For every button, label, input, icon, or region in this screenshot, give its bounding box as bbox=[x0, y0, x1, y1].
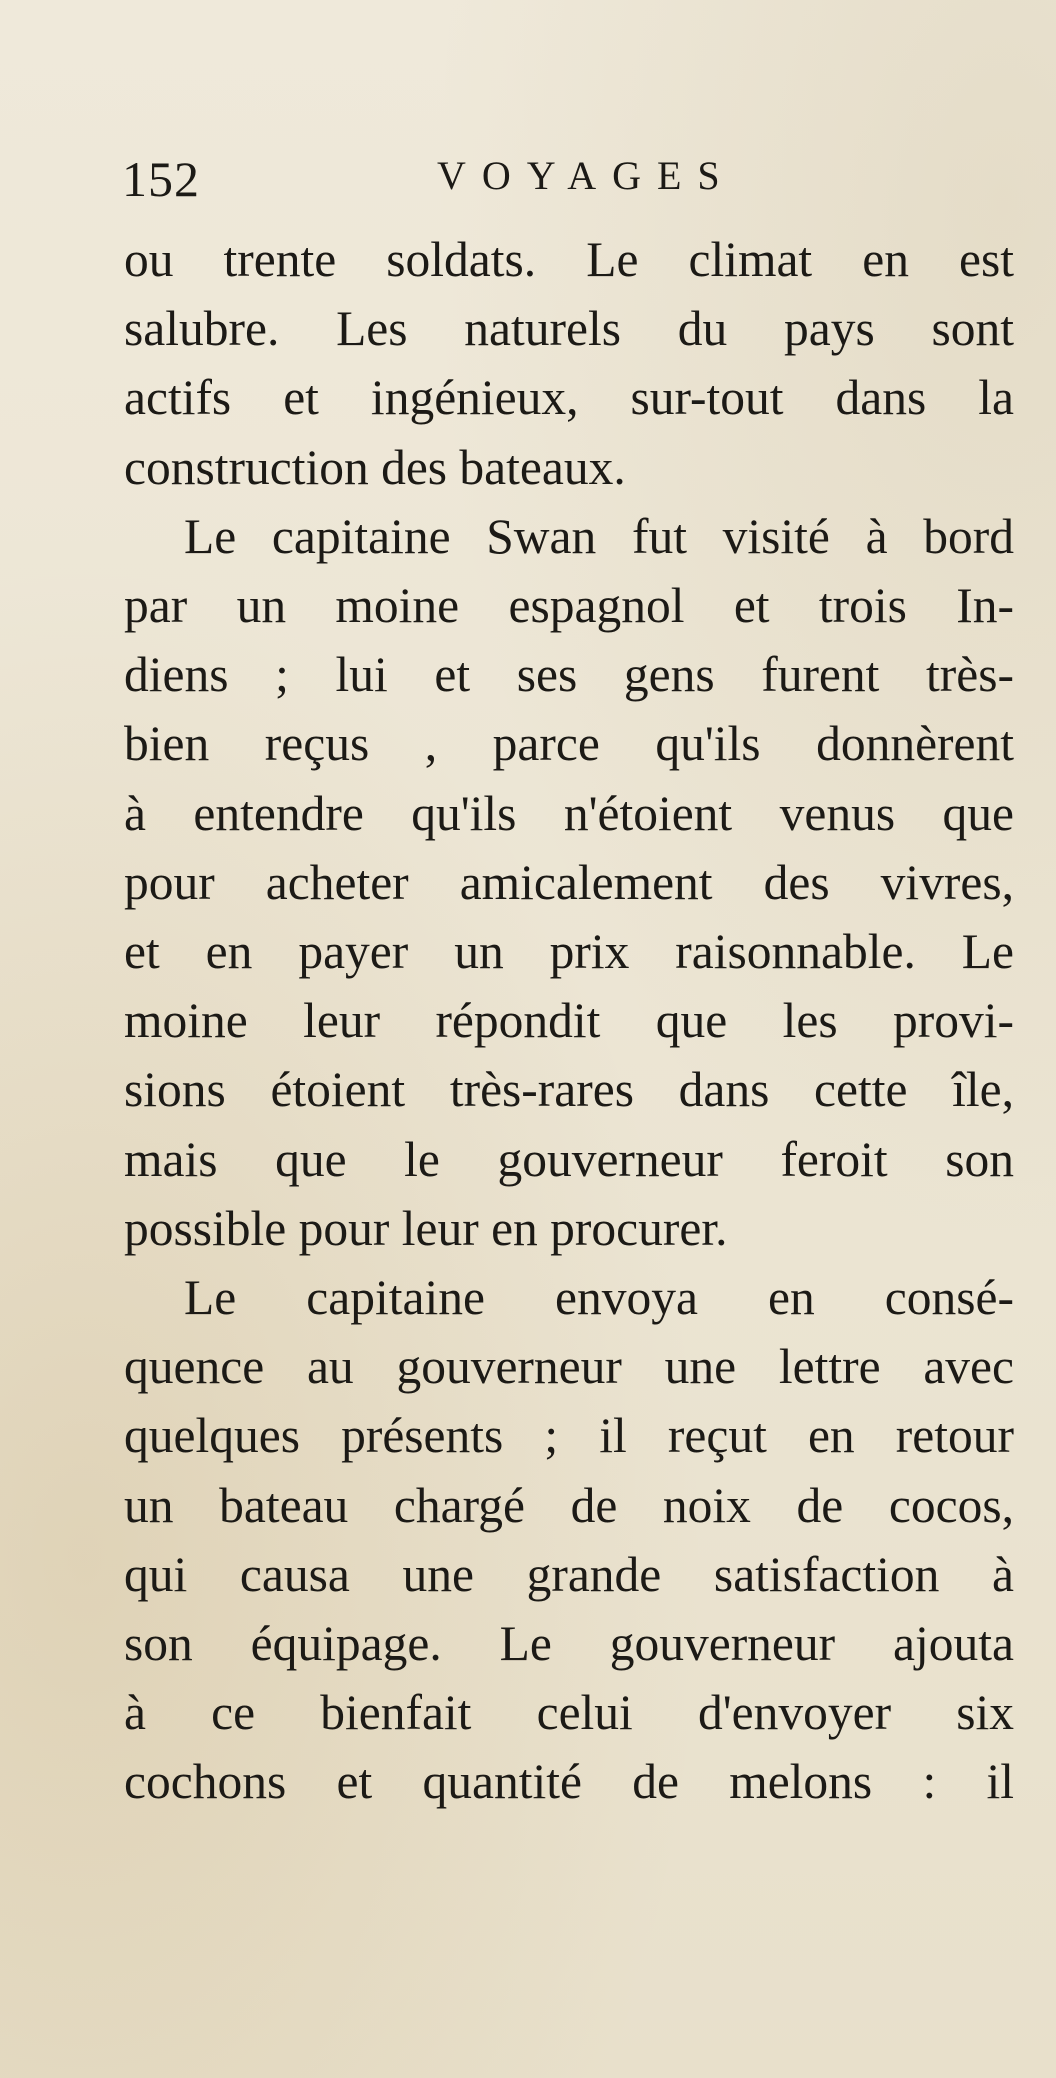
text-line: et en payer un prix raisonnable. Le bbox=[124, 924, 1014, 980]
text-line: mais que le gouverneur feroit son bbox=[124, 1131, 1014, 1187]
text-line: son équipage. Le gouverneur ajouta bbox=[124, 1616, 1014, 1672]
text-line: pour acheter amicalement des vivres, bbox=[124, 854, 1014, 910]
text-line: à entendre qu'ils n'étoient venus que bbox=[124, 785, 1014, 841]
text-line: ou trente soldats. Le climat en est bbox=[124, 232, 1014, 287]
text-line: cochons et quantité de melons : il bbox=[124, 1754, 1014, 1810]
text-line: salubre. Les naturels du pays sont bbox=[124, 301, 1014, 357]
text-line: Le capitaine Swan fut visité à bord bbox=[184, 508, 1014, 564]
text-line: qui causa une grande satisfaction à bbox=[124, 1546, 1014, 1602]
page-number: 152 bbox=[122, 151, 200, 207]
text-line: par un moine espagnol et trois In- bbox=[124, 578, 1014, 634]
body-text bbox=[124, 225, 1014, 1817]
running-head: VOYAGES bbox=[437, 153, 736, 198]
text-line: construction des bateaux. bbox=[124, 439, 626, 495]
text-line: actifs et ingénieux, sur-tout dans la bbox=[124, 370, 1014, 426]
text-line: sions étoient très-rares dans cette île, bbox=[124, 1062, 1014, 1118]
text-line: Le capitaine envoya en consé- bbox=[184, 1270, 1014, 1326]
text-line: quence au gouverneur une lettre avec bbox=[124, 1339, 1014, 1395]
text-line: possible pour leur en procurer. bbox=[124, 1200, 728, 1256]
text-line: quelques présents ; il reçut en retour bbox=[124, 1408, 1014, 1464]
text-line: un bateau chargé de noix de cocos, bbox=[124, 1477, 1014, 1533]
text-line: diens ; lui et ses gens furent très- bbox=[124, 647, 1014, 703]
text-line: moine leur répondit que les provi- bbox=[124, 993, 1014, 1049]
page-header bbox=[122, 150, 1016, 210]
text-line: bien reçus , parce qu'ils donnèrent bbox=[124, 716, 1014, 772]
text-line: à ce bienfait celui d'envoyer six bbox=[124, 1685, 1014, 1741]
